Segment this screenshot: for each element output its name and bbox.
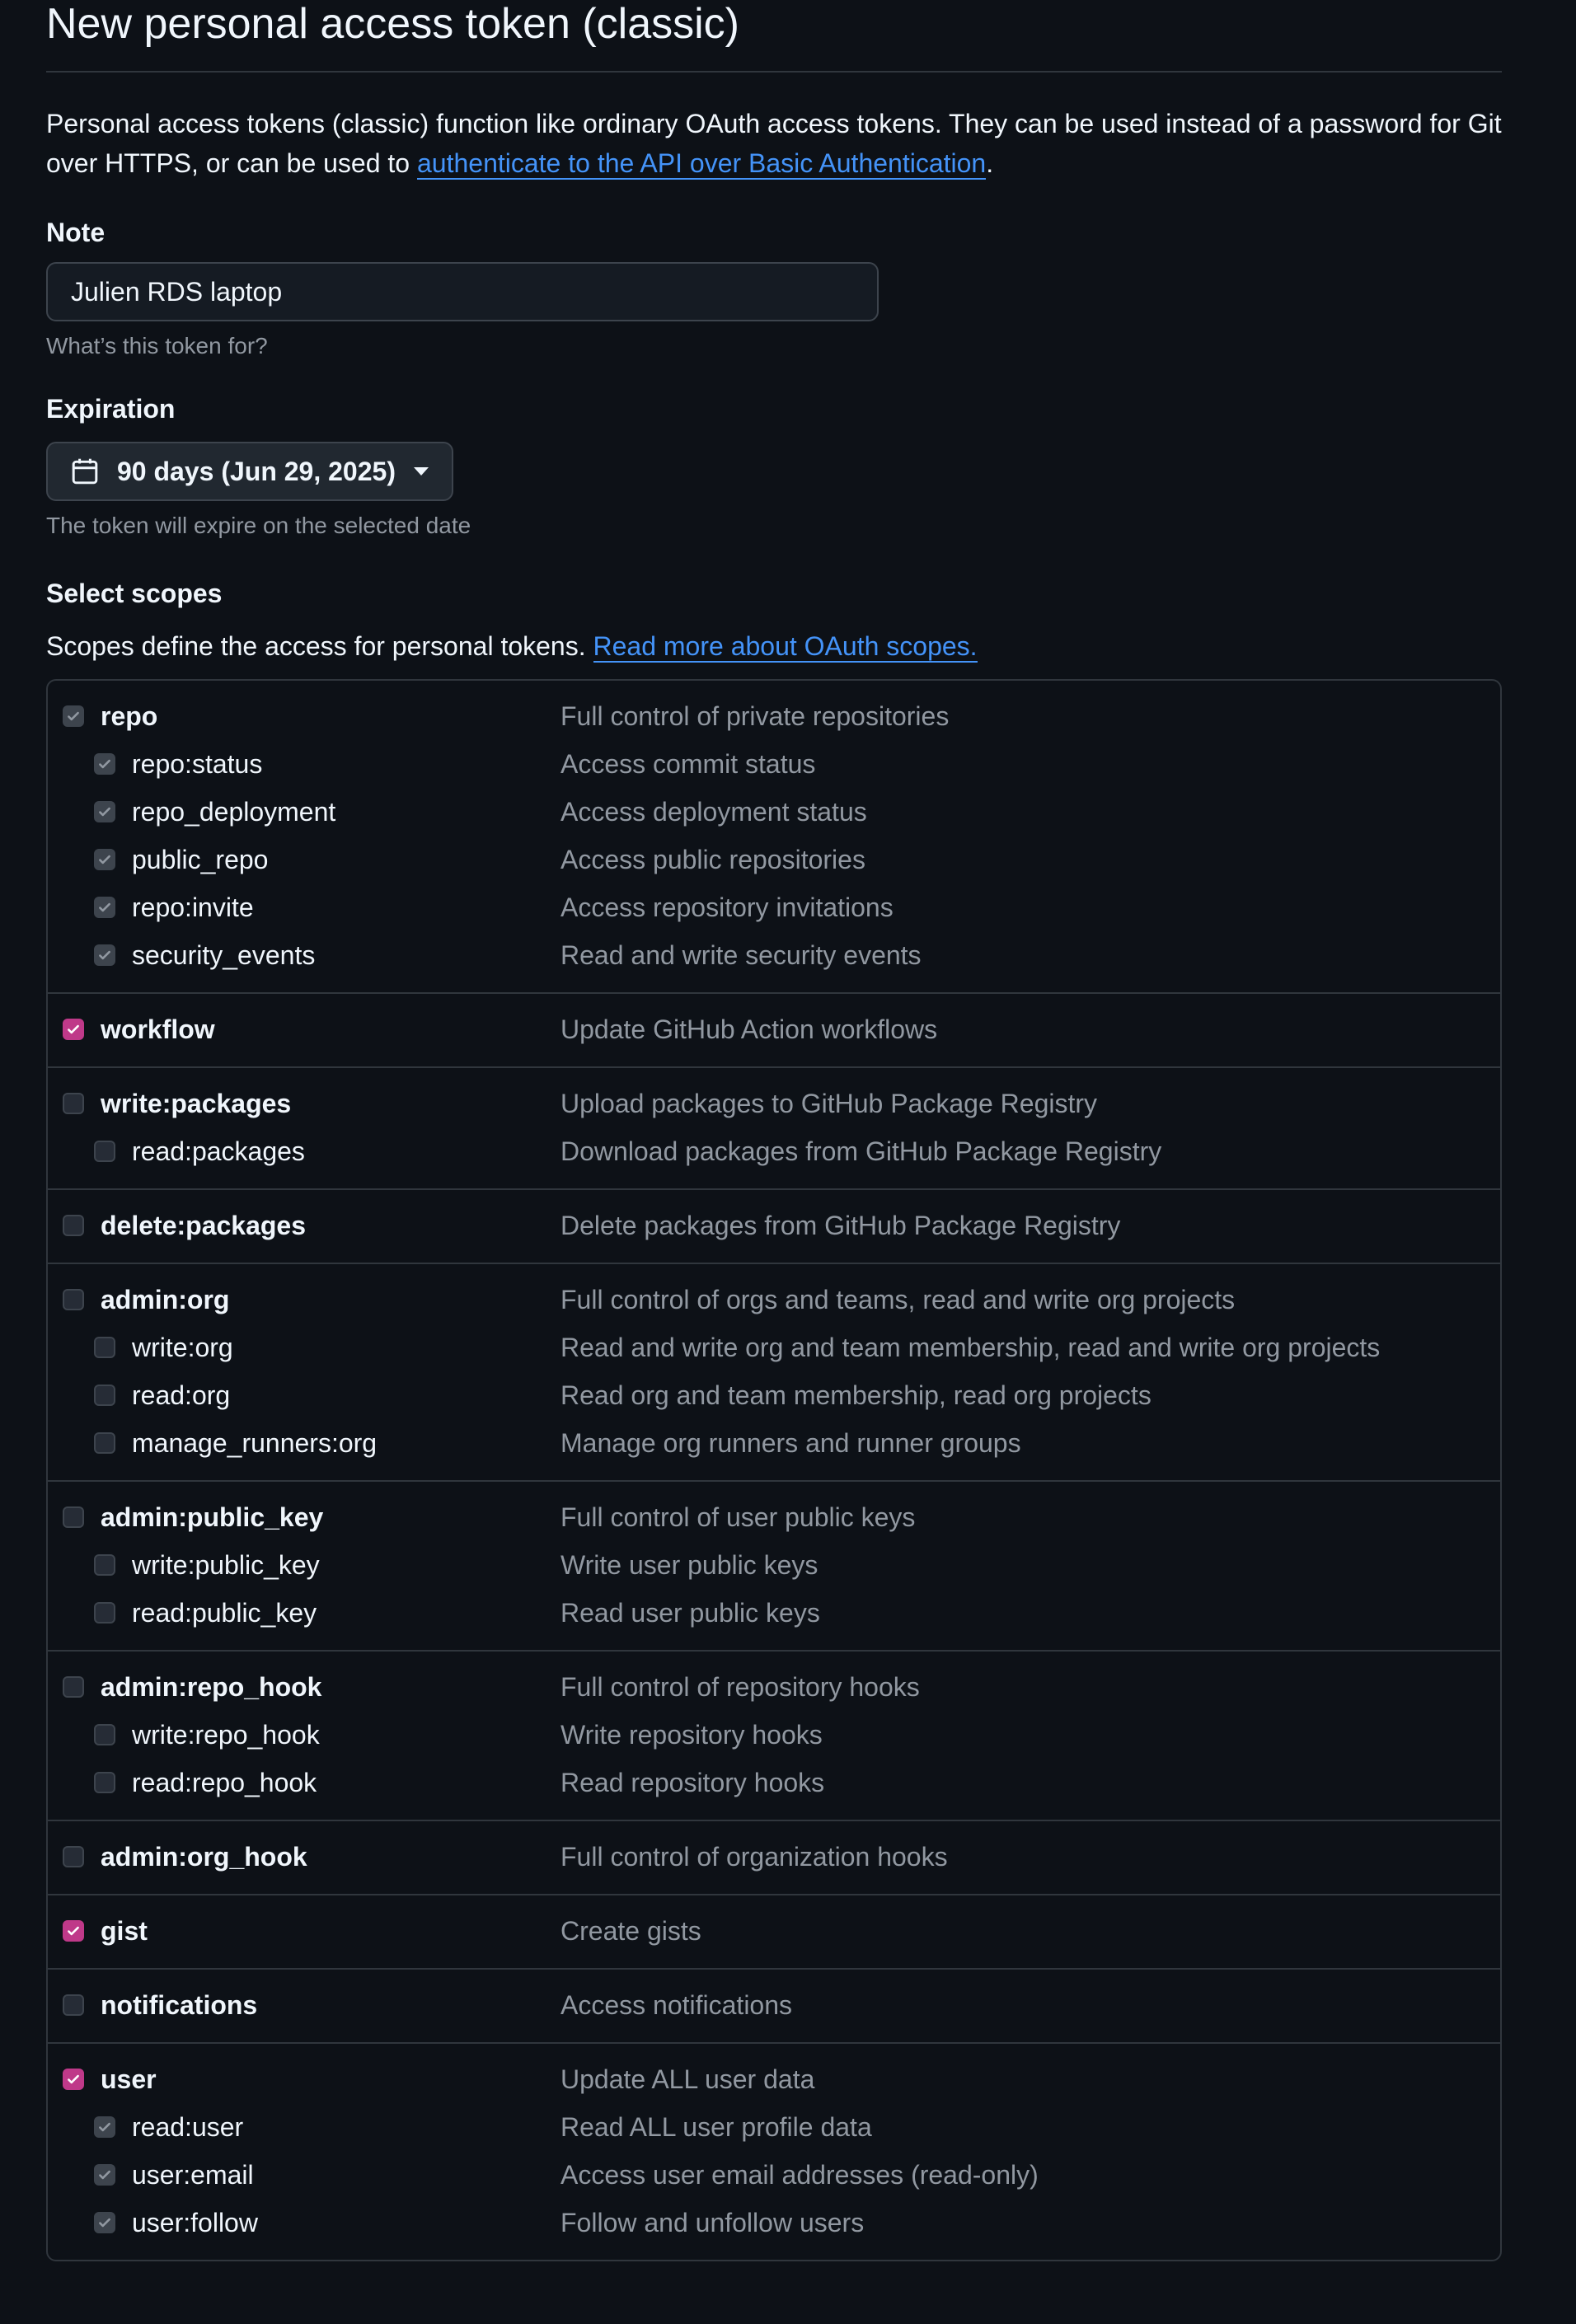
checkbox-cell xyxy=(48,1724,132,1745)
scope-group xyxy=(48,992,1500,1066)
scope-checkbox[interactable] xyxy=(94,1554,115,1576)
scope-name: read:org xyxy=(132,1380,231,1410)
scope-description: Read repository hooks xyxy=(561,1767,825,1797)
scope-description: Update GitHub Action workflows xyxy=(561,1014,938,1044)
checkbox-cell xyxy=(48,1506,101,1528)
basic-auth-link[interactable]: authenticate to the API over Basic Authentication xyxy=(416,148,987,178)
scopes-heading: Select scopes xyxy=(46,579,223,608)
scope-description: Write repository hooks xyxy=(561,1719,823,1750)
scope-name-cell xyxy=(101,1014,561,1045)
note-label: Note xyxy=(46,218,106,247)
scope-row xyxy=(48,1202,1500,1249)
oauth-scopes-link[interactable]: Read more about OAuth scopes. xyxy=(593,631,978,661)
scope-name: read:packages xyxy=(132,1136,305,1166)
scope-name-cell xyxy=(101,1211,561,1241)
scope-description: Access user email addresses (read-only) xyxy=(561,2159,1039,2190)
scope-group xyxy=(48,1188,1500,1263)
scope-checkbox[interactable] xyxy=(63,1215,84,1236)
checkbox-cell xyxy=(48,1676,101,1698)
scope-subrow xyxy=(48,2199,1500,2247)
scope-row xyxy=(48,1493,1500,1541)
scope-subrow xyxy=(48,1589,1500,1637)
scope-subrow xyxy=(48,1371,1500,1419)
scope-name: admin:repo_hook xyxy=(101,1671,322,1702)
check-icon xyxy=(97,2215,112,2230)
scope-description: Delete packages from GitHub Package Registry xyxy=(561,1210,1121,1240)
scope-description: Update ALL user data xyxy=(561,2064,815,2094)
scope-checkbox[interactable] xyxy=(94,1432,115,1454)
scope-name: admin:org_hook xyxy=(101,1841,307,1872)
scope-group xyxy=(48,1263,1500,1480)
expiration-hint: The token will expire on the selected date xyxy=(46,513,471,538)
scope-checkbox[interactable] xyxy=(63,2069,84,2090)
check-icon xyxy=(97,804,112,819)
scope-description: Full control of repository hooks xyxy=(561,1671,920,1702)
scope-description: Access commit status xyxy=(561,748,816,779)
scope-name: write:public_key xyxy=(132,1549,320,1580)
scope-checkbox[interactable] xyxy=(94,1772,115,1793)
scope-name-cell xyxy=(132,940,561,971)
scope-subrow xyxy=(48,1711,1500,1759)
scope-row xyxy=(48,1663,1500,1711)
scope-name-cell xyxy=(132,1550,561,1581)
intro-body: Personal access tokens (classic) function like ordinary OAuth access tokens. They can be used instead of a password for Git over HTTPS, or can be used to xyxy=(46,109,1502,178)
scope-row xyxy=(48,692,1500,740)
scope-description: Access repository invitations xyxy=(561,892,894,922)
scope-subrow xyxy=(48,1324,1500,1371)
check-icon xyxy=(97,2167,112,2182)
expiration-select[interactable] xyxy=(46,442,453,501)
check-icon xyxy=(66,1923,81,1938)
scope-checkbox[interactable] xyxy=(94,1141,115,1162)
scope-description: Access deployment status xyxy=(561,796,867,827)
scope-checkbox[interactable] xyxy=(94,2212,115,2233)
scope-row xyxy=(48,2055,1500,2103)
scope-description: Full control of orgs and teams, read and write org projects xyxy=(561,1284,1236,1314)
check-icon xyxy=(97,900,112,915)
scope-subrow xyxy=(48,836,1500,883)
scope-name: gist xyxy=(101,1915,148,1946)
scope-subrow xyxy=(48,1127,1500,1175)
scope-name-cell xyxy=(101,1285,561,1315)
checkbox-cell xyxy=(48,1093,101,1114)
checkbox-cell xyxy=(48,944,132,966)
scope-subrow xyxy=(48,1759,1500,1806)
scope-name: public_repo xyxy=(132,844,269,874)
scopes-desc-text: Scopes define the access for personal tokens. xyxy=(46,631,593,661)
scope-name: security_events xyxy=(132,939,316,970)
intro-text xyxy=(46,104,1513,183)
scope-name-cell xyxy=(132,797,561,827)
scope-name-cell xyxy=(101,1672,561,1703)
scope-checkbox[interactable] xyxy=(94,1724,115,1745)
scope-name-cell xyxy=(132,1136,561,1167)
scope-name-cell xyxy=(132,1333,561,1363)
scope-name-cell xyxy=(132,1768,561,1798)
expiration-value: 90 days (Jun 29, 2025) xyxy=(117,456,396,486)
expiration-label: Expiration xyxy=(46,394,176,424)
scope-group xyxy=(48,681,1500,992)
scope-subrow xyxy=(48,883,1500,931)
scope-subrow xyxy=(48,1541,1500,1589)
scopes-list xyxy=(46,679,1502,2261)
scope-name: notifications xyxy=(101,1989,258,2020)
check-icon xyxy=(66,2072,81,2087)
scope-group xyxy=(48,1650,1500,1820)
scope-name: repo xyxy=(101,700,158,731)
checkbox-cell xyxy=(48,1215,101,1236)
scope-subrow xyxy=(48,2151,1500,2199)
scope-group xyxy=(48,2042,1500,2260)
scope-name-cell xyxy=(101,1502,561,1533)
scope-description: Full control of organization hooks xyxy=(561,1841,948,1872)
scope-description: Manage org runners and runner groups xyxy=(561,1427,1021,1458)
scope-checkbox[interactable] xyxy=(63,1994,84,2016)
checkbox-cell xyxy=(48,753,132,775)
scope-name-cell xyxy=(101,701,561,732)
scope-checkbox[interactable] xyxy=(63,1506,84,1528)
checkbox-cell xyxy=(48,1554,132,1576)
scope-checkbox[interactable] xyxy=(94,897,115,918)
scope-name-cell xyxy=(132,749,561,780)
scopes-description xyxy=(46,628,1502,664)
scope-description: Read and write org and team membership, read and write org projects xyxy=(561,1332,1381,1362)
checkbox-cell xyxy=(48,705,101,727)
scope-name: admin:public_key xyxy=(101,1502,324,1532)
scope-checkbox[interactable] xyxy=(94,2116,115,2138)
calendar-icon xyxy=(71,457,99,486)
scope-checkbox[interactable] xyxy=(63,1093,84,1114)
scope-row xyxy=(48,1907,1500,1955)
scope-name: manage_runners:org xyxy=(132,1427,378,1458)
scope-checkbox[interactable] xyxy=(63,1920,84,1942)
checkbox-cell xyxy=(48,1602,132,1624)
scope-name-cell xyxy=(132,845,561,875)
checkbox-cell xyxy=(48,1994,101,2016)
scope-description: Read and write security events xyxy=(561,939,922,970)
scope-checkbox[interactable] xyxy=(63,1019,84,1040)
scope-checkbox[interactable] xyxy=(94,801,115,822)
checkbox-cell xyxy=(48,2164,132,2186)
scope-description: Write user public keys xyxy=(561,1549,818,1580)
scope-checkbox[interactable] xyxy=(63,1846,84,1867)
checkbox-cell xyxy=(48,2069,101,2090)
scope-description: Access public repositories xyxy=(561,844,865,874)
check-icon xyxy=(97,2120,112,2134)
checkbox-cell xyxy=(48,897,132,918)
scope-row xyxy=(48,1005,1500,1053)
scope-name-cell xyxy=(132,1380,561,1411)
scope-name-cell xyxy=(101,2064,561,2095)
scope-name-cell xyxy=(132,2160,561,2190)
scope-name: user xyxy=(101,2064,157,2094)
scope-name-cell xyxy=(101,1916,561,1947)
scope-name: repo:invite xyxy=(132,892,254,922)
checkbox-cell xyxy=(48,1141,132,1162)
scope-name-cell xyxy=(132,1428,561,1459)
checkbox-cell xyxy=(48,2116,132,2138)
scope-group xyxy=(48,1894,1500,1968)
scope-description: Download packages from GitHub Package Registry xyxy=(561,1136,1162,1166)
check-icon xyxy=(97,852,112,867)
scope-name-cell xyxy=(101,1089,561,1119)
intro-end: . xyxy=(986,148,994,178)
chevron-down-icon xyxy=(414,467,429,476)
checkbox-cell xyxy=(48,1289,101,1310)
scope-name: delete:packages xyxy=(101,1210,307,1240)
scope-checkbox[interactable] xyxy=(94,2164,115,2186)
scope-checkbox[interactable] xyxy=(63,705,84,727)
scope-name: write:packages xyxy=(101,1088,292,1118)
scope-checkbox[interactable] xyxy=(94,944,115,966)
check-icon xyxy=(66,709,81,724)
content xyxy=(46,0,1502,2261)
checkbox-cell xyxy=(48,849,132,870)
scope-group xyxy=(48,1480,1500,1650)
scope-checkbox[interactable] xyxy=(63,1289,84,1310)
checkbox-cell xyxy=(48,2212,132,2233)
scope-row xyxy=(48,1276,1500,1324)
checkbox-cell xyxy=(48,801,132,822)
scope-row xyxy=(48,1080,1500,1127)
scope-name: read:public_key xyxy=(132,1597,317,1628)
scope-checkbox[interactable] xyxy=(94,849,115,870)
scope-description: Read org and team membership, read org projects xyxy=(561,1380,1152,1410)
scope-subrow xyxy=(48,740,1500,788)
scope-name: user:email xyxy=(132,2159,254,2190)
scope-group xyxy=(48,1066,1500,1188)
check-icon xyxy=(97,948,112,963)
scope-row xyxy=(48,1833,1500,1881)
checkbox-cell xyxy=(48,1846,101,1867)
scope-name-cell xyxy=(132,893,561,923)
scope-name-cell xyxy=(132,2112,561,2143)
scope-description: Read ALL user profile data xyxy=(561,2111,872,2142)
scope-subrow xyxy=(48,931,1500,979)
scope-name: repo_deployment xyxy=(132,796,336,827)
checkbox-cell xyxy=(48,1337,132,1358)
note-input[interactable] xyxy=(46,262,879,321)
scope-name: repo:status xyxy=(132,748,263,779)
scope-subrow xyxy=(48,788,1500,836)
scope-name: workflow xyxy=(101,1014,215,1044)
scope-checkbox[interactable] xyxy=(94,753,115,775)
scope-name: read:repo_hook xyxy=(132,1767,317,1797)
scope-description: Create gists xyxy=(561,1915,701,1946)
scope-row xyxy=(48,1981,1500,2029)
checkbox-cell xyxy=(48,1385,132,1406)
scope-subrow xyxy=(48,2103,1500,2151)
scope-group xyxy=(48,1968,1500,2042)
checkbox-cell xyxy=(48,1019,101,1040)
scope-group xyxy=(48,1820,1500,1894)
scope-description: Read user public keys xyxy=(561,1597,820,1628)
check-icon xyxy=(66,1022,81,1037)
page-title: New personal access token (classic) xyxy=(46,0,1502,73)
scope-description: Upload packages to GitHub Package Registry xyxy=(561,1088,1098,1118)
scope-checkbox[interactable] xyxy=(94,1602,115,1624)
scope-description: Access notifications xyxy=(561,1989,793,2020)
scope-description: Follow and unfollow users xyxy=(561,2207,865,2237)
scope-name-cell xyxy=(132,1720,561,1750)
scope-name-cell xyxy=(101,1842,561,1872)
scope-subrow xyxy=(48,1419,1500,1467)
scope-name-cell xyxy=(101,1990,561,2021)
check-icon xyxy=(97,757,112,771)
scope-checkbox[interactable] xyxy=(94,1385,115,1406)
scope-name: write:org xyxy=(132,1332,233,1362)
checkbox-cell xyxy=(48,1772,132,1793)
scope-name: write:repo_hook xyxy=(132,1719,320,1750)
scope-name-cell xyxy=(132,1598,561,1628)
note-hint: What’s this token for? xyxy=(46,333,268,358)
scope-checkbox[interactable] xyxy=(94,1337,115,1358)
scope-name-cell xyxy=(132,2208,561,2238)
checkbox-cell xyxy=(48,1920,101,1942)
scope-checkbox[interactable] xyxy=(63,1676,84,1698)
scope-description: Full control of user public keys xyxy=(561,1502,916,1532)
scope-description: Full control of private repositories xyxy=(561,700,950,731)
scope-name: read:user xyxy=(132,2111,244,2142)
scope-name: admin:org xyxy=(101,1284,230,1314)
scope-name: user:follow xyxy=(132,2207,258,2237)
checkbox-cell xyxy=(48,1432,132,1454)
